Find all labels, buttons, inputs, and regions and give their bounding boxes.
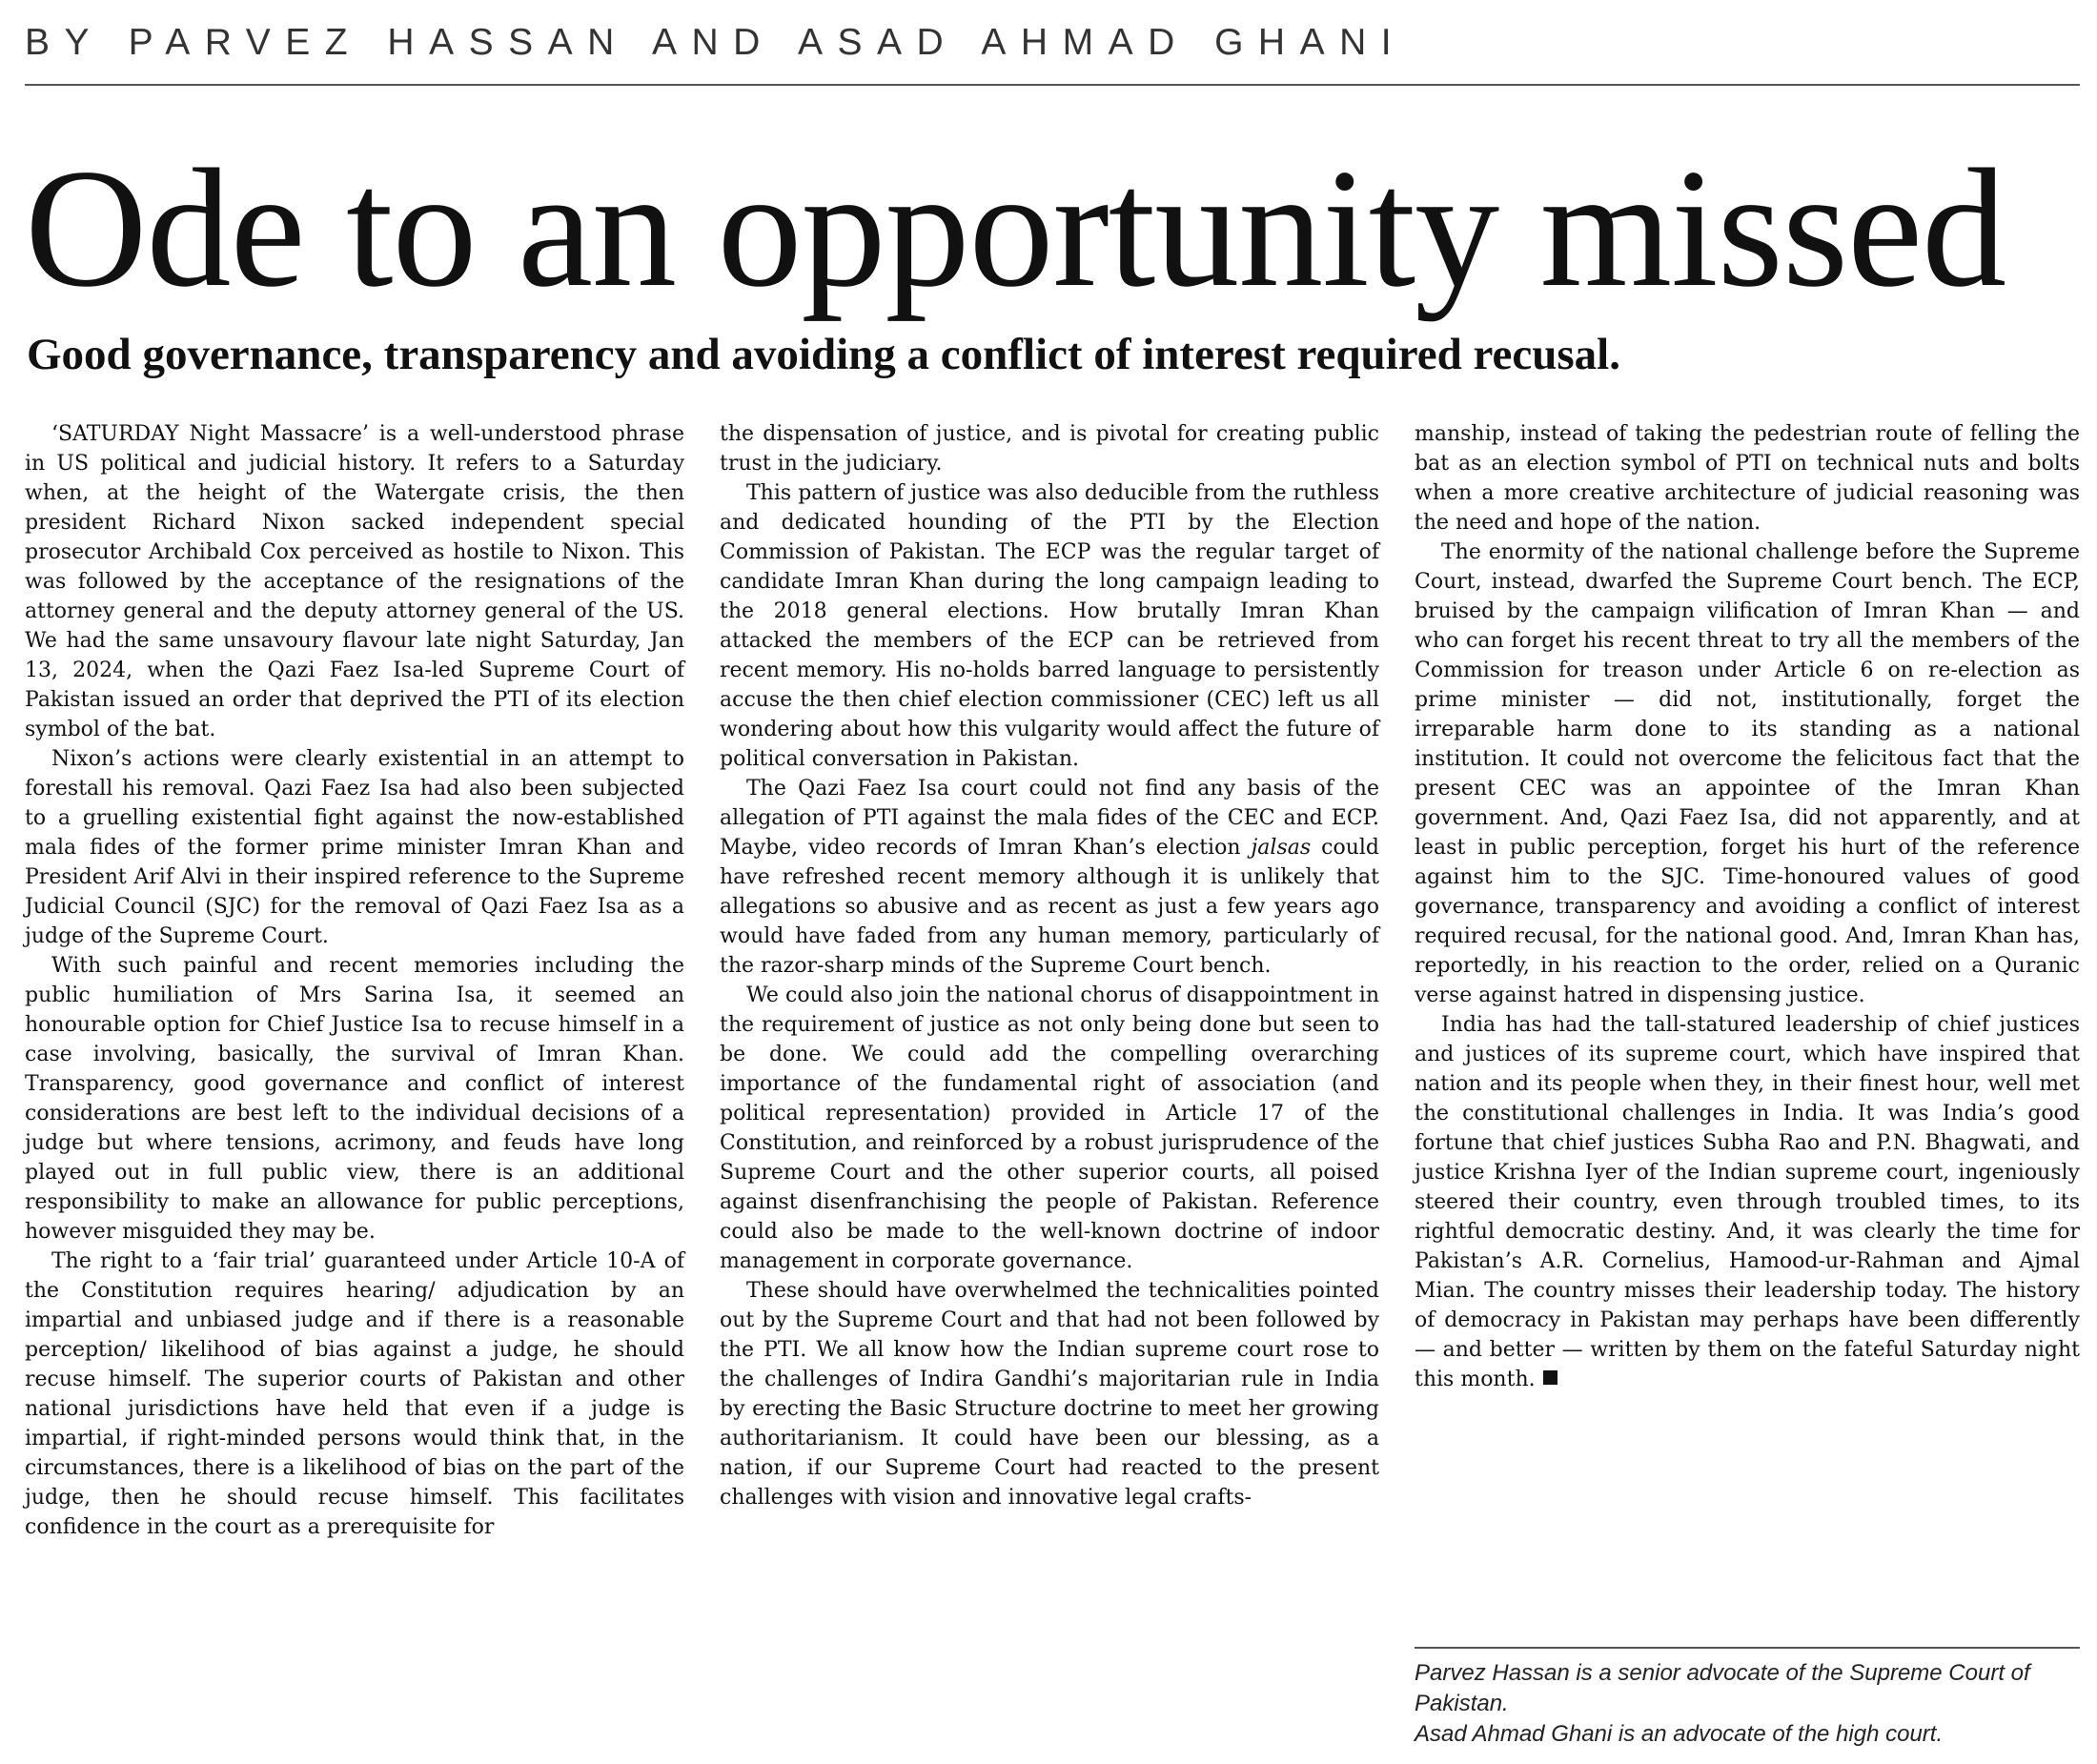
text-run: could have refreshed recent memory although it is unlikely that allegations so abusive and as recent as just a few years ago would have faded from any human memory, particularly of the razor-sharp minds of the Supreme Court bench. [720, 836, 1379, 978]
bio-divider [1415, 1647, 2080, 1649]
author-bio-line: Asad Ahmad Ghani is an advocate of the high court. [1415, 1721, 1944, 1747]
article-page [25, 0, 2080, 1764]
text-run: India has had the tall-statured leadership of chief justices and justices of its supreme court, which have inspired that nation and its people when they, in their finest hour, well met the constitutional challenges in India. It was India’s good fortune that chief justices Subha Rao and P.N. Bhagwati, and justice Krishna Iyer of the Indian supreme court, ingeniously steered their country, even through troubled times, to its rightful democratic destiny. And, it was clearly the time for Pakistan’s A.R. Cornelius, Hamood-ur-Rahman and Ajmal Mian. The country misses their leadership today. The history of democracy in Pakistan may perhaps have been differently — and better — written by them on the fateful Saturday night this month. [1415, 1013, 2080, 1391]
paragraph: We could also join the national chorus of disappointment in the requirement of justice as not only being done but seen to be done. We could add the compelling overarching importance of the fundamental right of association (and political representation) provided in Article 17 of the Constitution, and reinforced by a robust jurisprudence of the Supreme Court and the other superior courts, all poised against disenfranchising the people of Pakistan. Reference could also be made to the well-known doctrine of indoor management in corporate governance. [720, 983, 1379, 1273]
italic-term: jalsas [1251, 836, 1312, 860]
paragraph: The enormity of the national challenge before the Supreme Court, instead, dwarfed the Supreme Court bench. The ECP, bruised by the campaign vilification of Imran Khan — and who can forget his recent threat to try all the members of the Commission for treason under Article 6 on re-election as prime minister — did not, institutionally, forget the irreparable harm done to its standing as a national institution. It could not overcome the felicitous fact that the present CEC was an appointee of the Imran Khan government. And, Qazi Faez Isa, did not apparently, and at least in public perception, forget his hurt of the reference against him to the SJC. Time-honoured values of good governance, transparency and avoiding a conflict of interest required recusal, for the national good. And, Imran Khan has, reportedly, in his reaction to the order, relied on a Quranic verse against hatred in dispensing justice. [1415, 540, 2080, 1007]
byline-divider [25, 84, 2080, 86]
paragraph: These should have overwhelmed the technicalities pointed out by the Supreme Court and that had not been followed by the PTI. We all know how the Indian supreme court rose to the challenges of Indira Gandhi’s majoritarian rule in India by erecting the Basic Structure doctrine to meet her growing authoritarianism. It could have been our blessing, as a nation, if our Supreme Court had reacted to the present challenges with vision and innovative legal crafts- [720, 1279, 1379, 1510]
paragraph: With such painful and recent memories including the public humiliation of Mrs Sarina Isa, it seemed an honourable option for Chief Justice Isa to recuse himself in a case involving, basically, the survival of Imran Khan. Transparency, good governance and conflict of interest considerations are best left to the individual decisions of a judge but where tensions, acrimony, and feuds have long played out in full public view, there is an additional responsibility to make an allowance for public perceptions, however misguided they may be. [25, 954, 684, 1244]
paragraph: This pattern of justice was also deducible from the ruthless and dedicated hounding of the PTI by the Election Commission of Pakistan. The ECP was the regular target of candidate Imran Khan during the long campaign leading to the 2018 general elections. How brutally Imran Khan attacked the members of the ECP can be retrieved from recent memory. His no-holds barred language to persistently accuse the then chief election commissioner (CEC) left us all wondering about how this vulgarity would affect the future of political conversation in Pakistan. [720, 481, 1379, 771]
headline: Ode to an opportunity missed [25, 133, 2006, 322]
column-3 [1415, 419, 2080, 1394]
deck-subheadline: Good governance, transparency and avoiding a conflict of interest required recusal. [27, 330, 1620, 379]
text-run: The Qazi Faez Isa court could not find any basis of the allegation of PTI against the mala fides of the CEC and ECP. Maybe, video records of Imran Khan’s election [720, 777, 1379, 860]
byline: BY PARVEZ HASSAN AND ASAD AHMAD GHANI [25, 22, 1407, 63]
end-of-article-mark [1543, 1370, 1557, 1385]
author-bio-line: Parvez Hassan is a senior advocate of the Supreme Court of Pakistan. [1415, 1660, 2030, 1716]
paragraph [1415, 1010, 2080, 1394]
paragraph: The right to a ‘fair trial’ guaranteed under Article 10-A of the Constitution requires hearing/ adjudication by an impartial and unbiased judge and if there is a reasonable perception/ likelihood of bias against a judge, he should recuse himself. The superior courts of Pakistan and other national jurisdictions have held that even if a judge is impartial, if right-minded persons would think that, in the circumstances, there is a likelihood of bias on the part of the judge, then he should recuse himself. This facilitates confidence in the court as a prerequisite for [25, 1249, 684, 1539]
column-2 [720, 419, 1379, 1512]
paragraph: ‘SATURDAY Night Massacre’ is a well-understood phrase in US political and judicial history. It refers to a Saturday when, at the height of the Watergate crisis, the then president Richard Nixon sacked independent special prosecutor Archibald Cox perceived as hostile to Nixon. This was followed by the acceptance of the resignations of the attorney general and the deputy attorney general of the US. We had the same unsavoury flavour late night Saturday, Jan 13, 2024, when the Qazi Faez Isa-led Supreme Court of Pakistan issued an order that deprived the PTI of its election symbol of the bat. [25, 422, 684, 741]
author-bio [1415, 1658, 2080, 1750]
paragraph: manship, instead of taking the pedestrian route of felling the bat as an election symbol of PTI on technical nuts and bolts when a more creative architecture of judicial reasoning was the need and hope of the nation. [1415, 422, 2080, 535]
paragraph: Nixon’s actions were clearly existential in an attempt to forestall his removal. Qazi Faez Isa had also been subjected to a gruelling existential fight against the now-established mala fides of the former prime minister Imran Khan and President Arif Alvi in their inspired reference to the Supreme Judicial Council (SJC) for the removal of Qazi Faez Isa as a judge of the Supreme Court. [25, 747, 684, 948]
column-1 [25, 419, 684, 1542]
paragraph: the dispensation of justice, and is pivotal for creating public trust in the judiciary. [720, 422, 1379, 476]
paragraph [720, 774, 1379, 981]
